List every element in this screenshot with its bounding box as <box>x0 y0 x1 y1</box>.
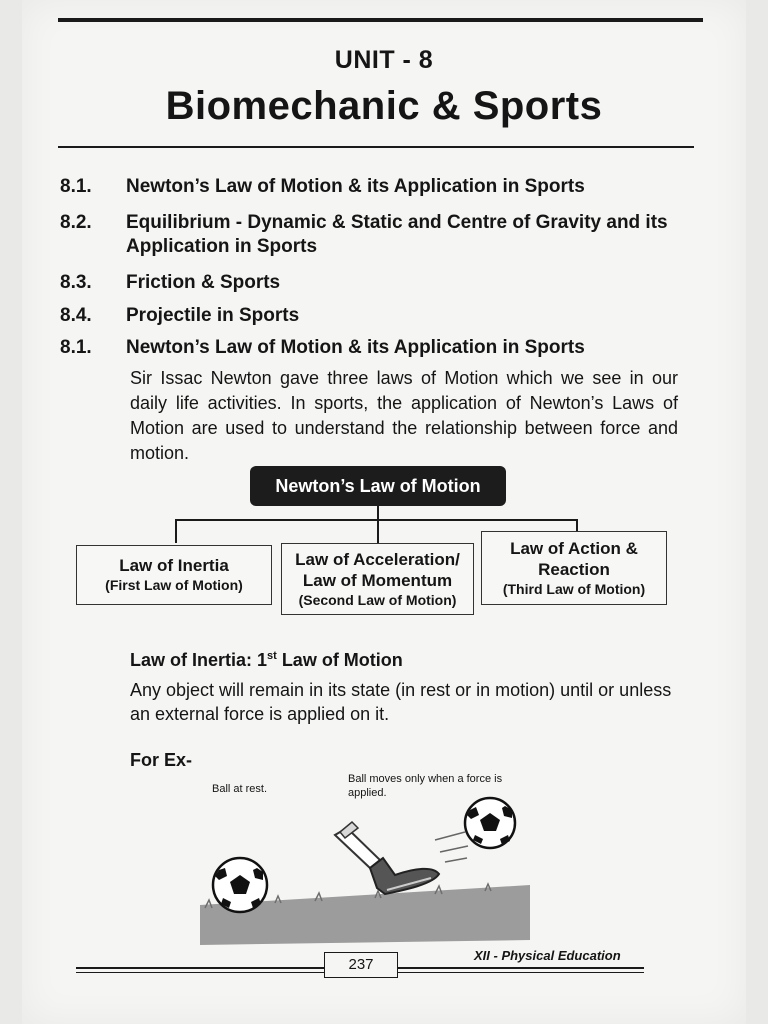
toc-number: 8.1. <box>60 176 92 197</box>
toc-number: 8.3. <box>60 272 92 293</box>
toc-text: Friction & Sports <box>126 272 281 293</box>
toc-number: 8.2. <box>60 212 92 233</box>
toc-text: Equilibrium - Dynamic & Static and Centre of Gravity and its Application in Sports <box>126 212 668 257</box>
football-illustration <box>195 790 535 950</box>
connector-line <box>576 519 578 531</box>
law-box-first <box>76 545 272 605</box>
law-box-second <box>281 543 474 615</box>
caption-ball-rest: Ball at rest. <box>212 783 268 795</box>
title-rule <box>58 146 694 148</box>
unit-label: UNIT - 8 <box>334 46 434 74</box>
example-label: For Ex- <box>130 750 193 770</box>
law-box-subtitle: (Third Law of Motion) <box>502 580 646 597</box>
law-box-title: Law of Inertia <box>119 556 229 575</box>
ball-moving-icon <box>435 798 515 862</box>
inertia-paragraph: Any object will remain in its state (in rest or in motion) until or unless an external force is applied on it. <box>130 680 672 724</box>
caption-ball-moving: Ball moves only when a force is applied. <box>348 773 503 799</box>
kicking-leg-icon <box>335 822 439 894</box>
law-heading <box>130 650 403 671</box>
law-heading-tail: Law of Motion <box>276 650 403 670</box>
law-heading-sup: st <box>267 650 277 662</box>
toc-number: 8.1. <box>60 337 92 358</box>
toc-number: 8.4. <box>60 305 92 326</box>
diagram-root-box: Newton’s Law of Motion <box>250 466 506 506</box>
book-title: XII - Physical Education <box>474 948 621 963</box>
toc-text: Newton’s Law of Motion & its Application in Sports <box>126 176 585 197</box>
intro-paragraph: Sir Issac Newton gave three laws of Motion which we see in our daily life activities. In sports, the application of Newton’s Laws of Motion are used to understand the relationship between force and motion. <box>130 368 678 463</box>
toc-text: Projectile in Sports <box>126 305 300 326</box>
law-box-title: Law of Action & Reaction <box>510 538 638 579</box>
page-number: 237 <box>324 952 398 978</box>
law-box-subtitle: (Second Law of Motion) <box>298 591 457 608</box>
connector-line <box>377 506 379 520</box>
ball-at-rest-icon <box>213 858 267 912</box>
law-box-subtitle: (First Law of Motion) <box>105 577 243 593</box>
connector-line <box>175 519 177 543</box>
law-box-title: Law of Acceleration/ Law of Momentum <box>295 549 460 590</box>
top-rule <box>58 18 703 22</box>
connector-line <box>377 519 379 543</box>
page-title: Biomechanic & Sports <box>165 84 603 128</box>
law-box-third <box>481 531 667 605</box>
law-heading-text: Law of Inertia: 1 <box>130 650 268 670</box>
toc-text: Newton’s Law of Motion & its Application in Sports <box>126 337 585 358</box>
